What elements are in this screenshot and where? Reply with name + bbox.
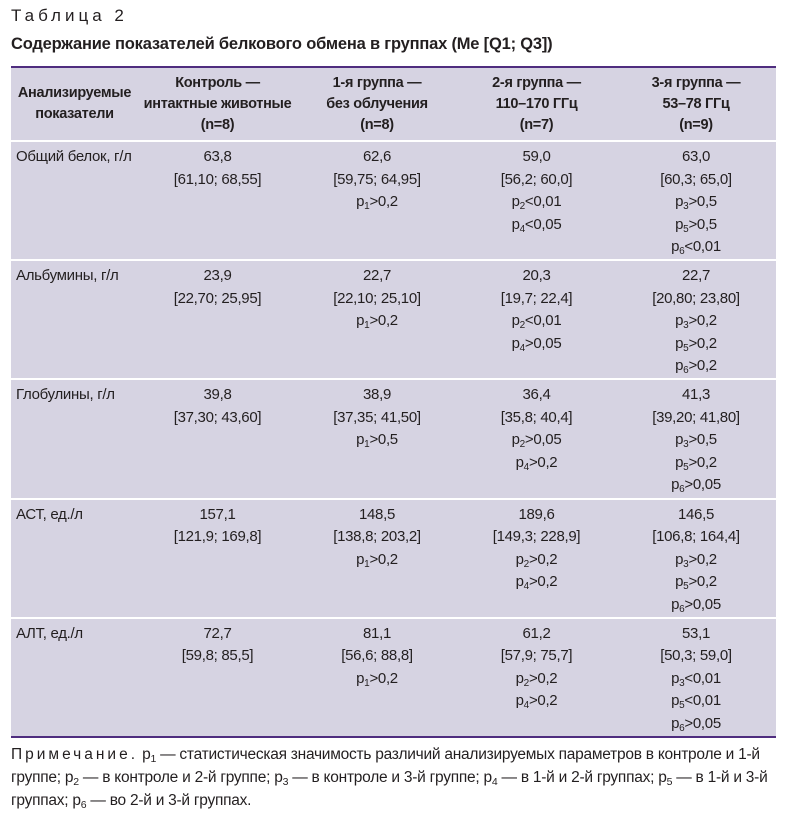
table-cell — [616, 260, 776, 379]
row-parameter: Общий белок, г/л — [11, 141, 138, 260]
table-title: Содержание показателей белкового обмена в группах (Me [Q1; Q3]) — [11, 35, 553, 53]
p-index: 4 — [523, 581, 529, 593]
p-index: 2 — [523, 677, 529, 689]
median-value: 61,2 — [522, 624, 551, 642]
column-header-line: (n=7) — [519, 116, 554, 133]
table-cell — [457, 499, 616, 618]
table-cell — [616, 379, 776, 498]
p-value-line: $p_3>0,5$ — [675, 193, 717, 212]
quartile-range: [149,3; 228,9] — [492, 528, 581, 546]
footnote-lead: Примечание. — [11, 746, 139, 763]
table-cell — [138, 499, 297, 618]
median-value: 148,5 — [358, 505, 396, 523]
p-value-line: $p_4>0,05$ — [511, 334, 562, 354]
p-value: <0,05 — [524, 215, 562, 233]
quartile-range: [22,10; 25,10] — [333, 289, 421, 307]
p-value-line: $p_5>0,2$ — [675, 334, 717, 354]
p-value-line: $p_6>0,05$ — [671, 595, 721, 615]
p-value-line: $p_6>0,2$ — [675, 357, 717, 377]
median-value: 81,1 — [363, 624, 391, 642]
p-value-line: $p_6<0,01$ — [671, 238, 721, 257]
p-index: 2 — [519, 439, 525, 451]
p-index: 1 — [364, 558, 370, 570]
p-value-line: $p_1>0,2$ — [356, 312, 398, 332]
p-value: >0,05 — [524, 334, 562, 352]
p-index: 5 — [683, 223, 689, 235]
footnote-p-index: 6 — [80, 799, 87, 811]
column-header-line: (n=9) — [679, 116, 713, 133]
quartile-range: [19,7; 22,4] — [500, 289, 573, 307]
column-header-line: без облучения — [326, 95, 428, 112]
table-cell — [297, 141, 457, 260]
column-header-line: Контроль — — [175, 74, 260, 91]
quartile-range: [106,8; 164,4] — [652, 528, 740, 546]
p-value: >0,2 — [369, 312, 398, 330]
column-header-line: (n=8) — [360, 116, 394, 133]
p-value-line: $p_1>0,2$ — [356, 550, 398, 570]
quartile-range: [50,3; 59,0] — [660, 647, 732, 665]
table-cell — [297, 499, 457, 618]
quartile-range: [59,75; 64,95] — [333, 170, 421, 188]
p-value: >0,2 — [688, 357, 717, 375]
p-value: <0,01 — [684, 238, 721, 255]
p-index: 6 — [679, 484, 685, 496]
column-header-0 — [11, 68, 138, 141]
table-cell — [457, 618, 616, 736]
footnote-p-index: 3 — [282, 776, 289, 788]
p-index: 6 — [679, 722, 685, 734]
footnote-text: — во 2-й и 3-й группах. — [86, 792, 252, 809]
median-value: 22,7 — [363, 267, 391, 285]
quartile-range: [57,9; 75,7] — [500, 647, 573, 665]
p-value-line: $p_5>0,2$ — [675, 453, 717, 473]
table-cell — [138, 141, 297, 260]
p-value: <0,01 — [684, 669, 721, 687]
table-cell — [138, 618, 297, 736]
table-row — [11, 379, 776, 498]
p-value-line: $p_1>0,2$ — [356, 669, 398, 689]
p-value-line: $p_5<0,01$ — [671, 692, 721, 712]
p-index: 4 — [523, 700, 529, 712]
table-cell — [616, 618, 776, 736]
footnote-text: — в 1-й и 2-й группах; — [497, 769, 659, 786]
quartile-range: [22,70; 25,95] — [173, 289, 262, 307]
p-value-line: $p_4<0,05$ — [511, 215, 562, 235]
table-row — [11, 141, 776, 260]
column-header-line: 3-я группа — — [651, 74, 741, 91]
quartile-range: [39,20; 41,80] — [652, 408, 740, 426]
table-cell — [297, 379, 457, 498]
table-header-row — [11, 68, 776, 141]
table-cell — [616, 499, 776, 618]
column-header-line: 53–78 ГГц — [662, 95, 730, 112]
p-index: 2 — [519, 201, 525, 212]
p-value-line: $p_6>0,05$ — [671, 714, 721, 734]
median-value: 157,1 — [199, 505, 236, 523]
table-number: Таблица 2 — [11, 6, 128, 25]
p-value: <0,01 — [524, 312, 562, 330]
p-value: >0,5 — [688, 215, 717, 233]
median-value: 63,0 — [682, 148, 710, 165]
median-value: 38,9 — [363, 386, 391, 404]
column-header-1 — [138, 68, 297, 141]
p-value: >0,5 — [688, 193, 717, 210]
p-index: 4 — [523, 461, 529, 473]
table-footnote: Примечание. $p_1$ — статистическая значимость различий анализируемых параметров в контроле и 1-й группе; $p_2$ — в контроле и 2-й группе; $p_3$ — в контроле и 3-й группе; $p_4$ — в 1-й и 2-й группах; $p_5$ — в 1-й и 3-й группах; $p_6$ — во 2-й и 3-й группах. — [11, 746, 768, 811]
median-value: 62,6 — [363, 148, 391, 165]
p-value-line: $p_2>0,2$ — [515, 550, 558, 570]
median-value: 39,8 — [203, 386, 232, 404]
column-header-3 — [457, 68, 616, 141]
p-value: >0,2 — [688, 453, 717, 471]
p-value: >0,2 — [688, 573, 717, 591]
p-value: >0,05 — [684, 595, 721, 613]
quartile-range: [37,35; 41,50] — [333, 408, 421, 426]
p-index: 3 — [683, 201, 689, 212]
p-value: >0,2 — [688, 550, 717, 568]
quartile-range: [61,10; 68,55] — [173, 170, 262, 188]
median-value: 59,0 — [522, 148, 551, 165]
p-value-line: $p_4>0,2$ — [515, 692, 558, 712]
p-index: 3 — [683, 320, 689, 332]
quartile-range: [60,3; 65,0] — [660, 170, 732, 188]
median-value: 189,6 — [518, 505, 555, 523]
quartile-range: [20,80; 23,80] — [652, 289, 740, 307]
median-value: 53,1 — [682, 624, 710, 642]
table-cell — [297, 260, 457, 379]
median-value: 23,9 — [203, 267, 232, 285]
median-value: 22,7 — [682, 267, 710, 285]
column-header-line: 2-я группа — — [492, 74, 581, 91]
p-index: 1 — [364, 201, 370, 212]
column-header-line: 110–170 ГГц — [495, 95, 578, 112]
table-row — [11, 618, 776, 736]
footnote-text: — в контроле и 3-й группе; — [288, 769, 484, 786]
median-value: 146,5 — [677, 505, 715, 523]
median-value: 41,3 — [682, 386, 710, 404]
p-index: 3 — [683, 439, 689, 451]
p-value-line: $p_2<0,01$ — [511, 193, 562, 212]
p-value-line: $p_4>0,2$ — [515, 453, 558, 473]
footnote-text: — статистическая значимость различий анализируемых параметров в контроле и 1-й группе; — [11, 746, 760, 786]
quartile-range: [35,8; 40,4] — [500, 408, 573, 426]
quartile-range: [37,30; 43,60] — [173, 408, 262, 426]
column-header-4 — [616, 68, 776, 141]
p-value-line: $p_3>0,2$ — [675, 550, 717, 570]
p-value: >0,5 — [369, 431, 398, 449]
p-value: >0,2 — [369, 669, 398, 687]
p-index: 1 — [364, 439, 370, 451]
p-value-line: $p_6>0,05$ — [671, 476, 721, 496]
table-body — [11, 141, 776, 736]
p-value: >0,2 — [528, 550, 558, 568]
table-cell — [138, 260, 297, 379]
footnote-p-index: 5 — [666, 776, 673, 788]
p-index: 1 — [364, 320, 370, 332]
median-value: 20,3 — [522, 267, 551, 285]
table-row — [11, 499, 776, 618]
p-value: >0,05 — [684, 476, 721, 494]
p-value-line: $p_2<0,01$ — [511, 312, 562, 332]
column-header-line: интактные животные — [143, 95, 292, 112]
row-parameter: АСТ, ед./л — [11, 499, 138, 618]
p-index: 4 — [519, 342, 525, 354]
table-cell — [457, 379, 616, 498]
p-value-line: $p_2>0,05$ — [511, 431, 562, 451]
data-table-container — [11, 66, 776, 738]
quartile-range: [121,9; 169,8] — [173, 528, 262, 546]
quartile-range: [56,6; 88,8] — [341, 647, 413, 665]
p-value-line: $p_5>0,2$ — [675, 573, 717, 593]
column-header-line: показатели — [35, 106, 114, 122]
table-cell — [616, 141, 776, 260]
p-index: 6 — [679, 603, 685, 615]
table-cell — [138, 379, 297, 498]
footnote-p-index: 2 — [73, 776, 79, 788]
p-value: >0,2 — [688, 312, 717, 330]
row-parameter: Глобулины, г/л — [11, 379, 138, 498]
p-value: >0,05 — [684, 714, 721, 732]
p-value-line: $p_1>0,5$ — [356, 431, 398, 451]
p-index: 6 — [679, 246, 685, 257]
quartile-range: [59,8; 85,5] — [181, 647, 254, 665]
p-value-line: $p_2>0,2$ — [515, 669, 558, 689]
table-row — [11, 260, 776, 379]
p-value: >0,2 — [528, 692, 558, 710]
p-index: 1 — [364, 677, 370, 689]
row-parameter: АЛТ, ед./л — [16, 624, 83, 642]
p-value: >0,05 — [524, 431, 562, 449]
p-value: >0,2 — [688, 334, 717, 352]
footnote-p-index: 4 — [491, 776, 498, 788]
median-value: 63,8 — [203, 148, 232, 165]
column-header-line: (n=8) — [200, 116, 235, 133]
median-value: 72,7 — [203, 624, 232, 642]
column-header-2 — [297, 68, 457, 141]
quartile-range: [138,8; 203,2] — [333, 528, 421, 546]
p-index: 5 — [679, 700, 685, 712]
footnote-text: — в 1-й и 3-й группах; — [11, 769, 768, 809]
p-index: 6 — [683, 365, 689, 377]
table-cell — [297, 618, 457, 736]
median-value: 36,4 — [522, 386, 551, 404]
column-header-line: 1-я группа — — [332, 74, 422, 91]
table-cell — [457, 141, 616, 260]
p-value: >0,5 — [688, 431, 717, 449]
quartile-range: [56,2; 60,0] — [500, 170, 573, 188]
footnote-p-index: 1 — [150, 753, 157, 765]
data-table — [11, 68, 776, 736]
p-index: 3 — [679, 677, 685, 689]
p-value: >0,2 — [369, 550, 398, 568]
p-value-line: $p_5>0,5$ — [675, 215, 717, 235]
p-value: >0,2 — [528, 669, 558, 687]
p-value: >0,2 — [528, 573, 558, 591]
p-index: 4 — [519, 223, 525, 235]
table-cell — [457, 260, 616, 379]
row-parameter: Альбумины, г/л — [11, 260, 138, 379]
footnote-text: — в контроле и 2-й группе; — [78, 769, 275, 786]
p-value: <0,01 — [524, 193, 562, 210]
p-index: 3 — [683, 558, 689, 570]
p-index: 5 — [683, 461, 689, 473]
p-value-line: $p_3<0,01$ — [671, 669, 721, 689]
p-value-line: $p_3>0,2$ — [675, 312, 717, 332]
p-index: 5 — [683, 581, 689, 593]
column-header-line: Анализируемые — [17, 85, 132, 101]
p-index: 2 — [523, 558, 529, 570]
p-value: >0,2 — [369, 193, 398, 210]
p-value-line: $p_4>0,2$ — [515, 573, 558, 593]
p-value-line: $p_3>0,5$ — [675, 431, 717, 451]
p-value-line: $p_1>0,2$ — [356, 193, 398, 212]
p-index: 2 — [519, 320, 525, 332]
p-value: >0,2 — [528, 453, 558, 471]
p-value: <0,01 — [684, 692, 721, 710]
p-index: 5 — [683, 342, 689, 354]
